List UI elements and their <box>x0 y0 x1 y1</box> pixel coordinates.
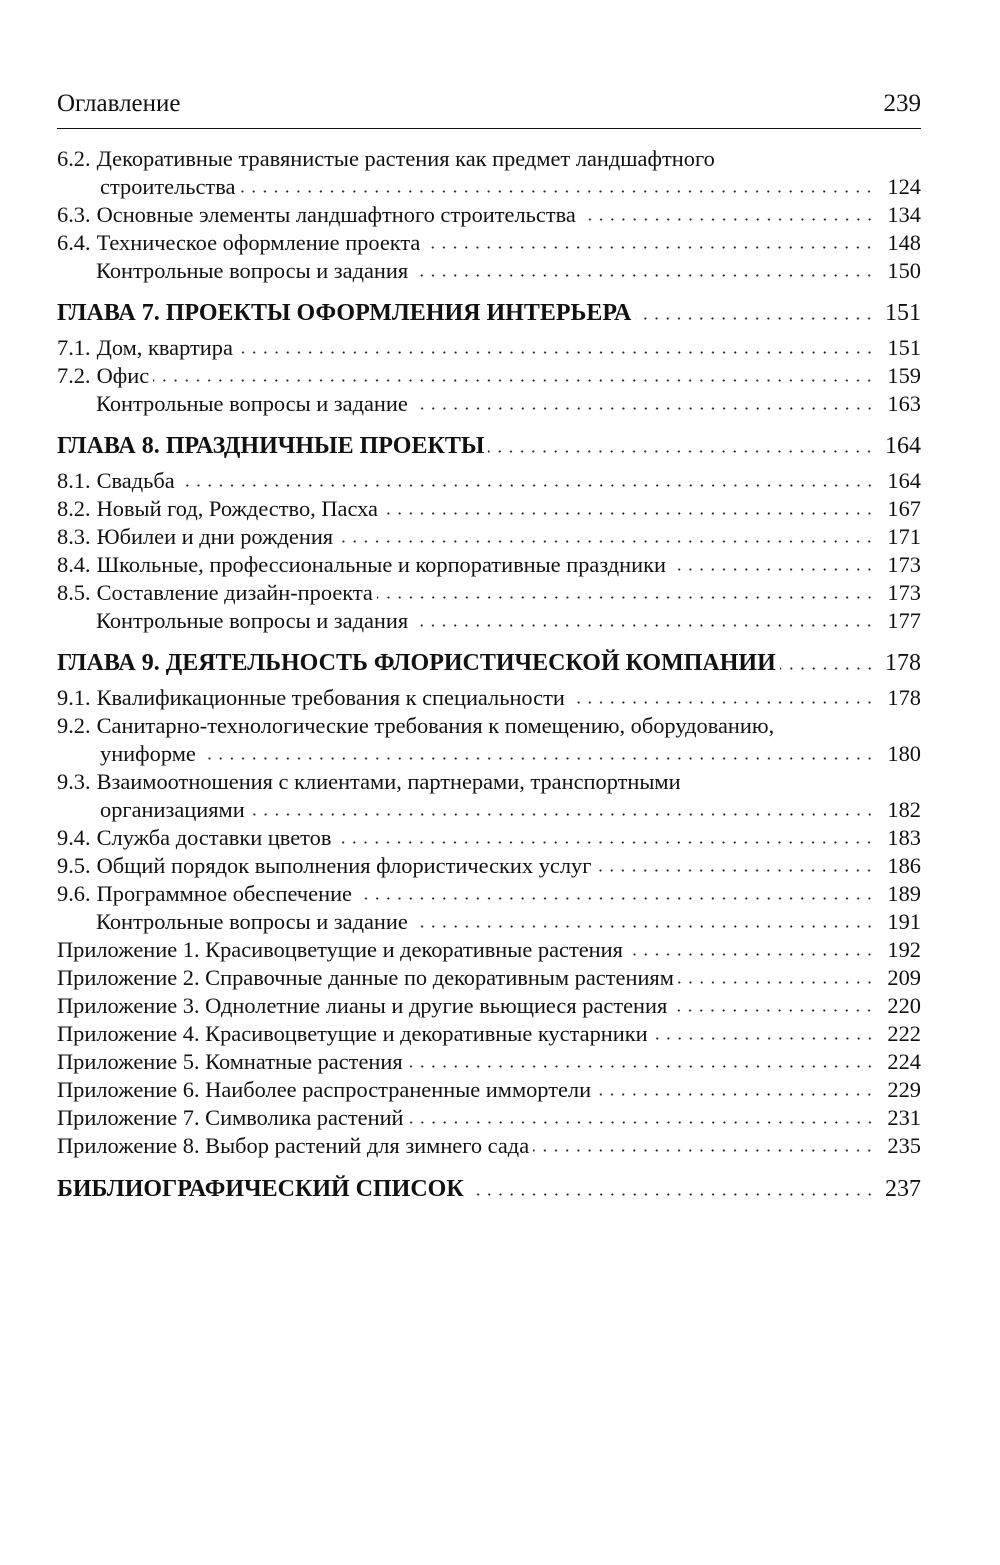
page-ref: 150 <box>887 258 921 283</box>
section-title: Санитарно-технологические требования к помещению, оборудованию, <box>96 713 775 738</box>
toc-entry[interactable] <box>57 523 921 551</box>
appendix-title: Приложение 1. Красивоцветущие и декоративные растения <box>57 937 623 962</box>
leader-dots <box>780 666 875 671</box>
section-title: Техническое оформление проекта <box>96 230 421 255</box>
toc-entry[interactable] <box>57 579 921 607</box>
section-title: Юбилеи и дни рождения <box>96 524 334 549</box>
toc-entry[interactable] <box>57 551 921 579</box>
appendix-entry[interactable] <box>57 1132 921 1160</box>
chapter-title: ГЛАВА 9. ДЕЯТЕЛЬНОСТЬ ФЛОРИСТИЧЕСКОЙ КОМПАНИИ <box>57 650 776 676</box>
leader-dots <box>412 273 875 278</box>
leader-dots <box>153 378 875 383</box>
page-ref: 237 <box>885 1176 921 1202</box>
leader-dots <box>412 924 875 929</box>
leader-dots <box>382 511 875 516</box>
section-title: Новый год, Рождество, Пасха <box>96 496 378 521</box>
table-of-contents <box>57 145 921 1210</box>
leader-dots <box>468 1192 875 1197</box>
leader-dots <box>408 1120 875 1125</box>
section-number: 8.1. <box>57 468 91 493</box>
appendix-title: Приложение 6. Наиболее распространенные иммортели <box>57 1077 592 1102</box>
toc-entry[interactable] <box>57 712 921 768</box>
page-ref: 173 <box>887 552 921 577</box>
section-number: 8.3. <box>57 524 91 549</box>
toc-entry[interactable] <box>57 362 921 390</box>
page-ref: 151 <box>887 335 921 360</box>
toc-entry[interactable] <box>57 334 921 362</box>
page-ref: 178 <box>885 650 921 676</box>
leader-dots <box>488 449 875 454</box>
section-title: Офис <box>96 363 150 388</box>
page-ref: 192 <box>887 937 921 962</box>
appendix-title: Приложение 8. Выбор растений для зимнего сада <box>57 1133 530 1158</box>
page-ref: 178 <box>887 685 921 710</box>
page-ref: 229 <box>887 1077 921 1102</box>
appendix-entry[interactable] <box>57 964 921 992</box>
toc-entry[interactable] <box>57 229 921 257</box>
section-title-cont: организациями <box>100 797 245 822</box>
page-ref: 124 <box>887 174 921 199</box>
section-number: 9.2. <box>57 713 91 738</box>
appendix-title: Приложение 3. Однолетние лианы и другие вьющиеся растения <box>57 993 668 1018</box>
section-number: 9.6. <box>57 881 91 906</box>
page-ref: 167 <box>887 496 921 521</box>
page-ref: 182 <box>887 797 921 822</box>
page-ref: 164 <box>885 433 921 459</box>
appendix-entry[interactable] <box>57 1048 921 1076</box>
section-number: 6.4. <box>57 230 91 255</box>
running-title: Оглавление <box>57 90 181 117</box>
page-number: 239 <box>883 90 921 117</box>
page-ref: 180 <box>887 741 921 766</box>
section-title: Общий порядок выполнения флористических услуг <box>96 853 592 878</box>
page-ref: 224 <box>887 1049 921 1074</box>
leader-dots <box>580 217 875 222</box>
bibliography-heading[interactable] <box>57 1174 921 1204</box>
section-title: Школьные, профессиональные и корпоративные праздники <box>96 552 666 577</box>
leader-dots <box>249 812 875 817</box>
page-ref: 186 <box>887 853 921 878</box>
leader-dots <box>424 245 875 250</box>
section-title: Квалификационные требования к специальности <box>96 685 565 710</box>
leader-dots <box>335 840 875 845</box>
page-ref: 148 <box>887 230 921 255</box>
leader-dots <box>533 1148 875 1153</box>
leader-dots <box>569 700 875 705</box>
leader-dots <box>239 189 875 194</box>
page-ref: 134 <box>887 202 921 227</box>
page-ref: 163 <box>887 391 921 416</box>
appendix-entry[interactable] <box>57 1020 921 1048</box>
toc-entry[interactable] <box>57 908 921 936</box>
section-title: Контрольные вопросы и задание <box>96 391 408 416</box>
section-title: Программное обеспечение <box>96 881 352 906</box>
section-title-cont: униформе <box>100 741 196 766</box>
leader-dots <box>627 952 875 957</box>
toc-entry[interactable] <box>57 145 921 201</box>
page-ref: 220 <box>887 993 921 1018</box>
page-ref: 231 <box>887 1105 921 1130</box>
leader-dots <box>237 350 875 355</box>
section-number: 7.1. <box>57 335 91 360</box>
leader-dots <box>412 623 875 628</box>
page-ref: 189 <box>887 881 921 906</box>
section-number: 9.3. <box>57 769 91 794</box>
leader-dots <box>595 1092 875 1097</box>
leader-dots <box>377 595 875 600</box>
section-number: 7.2. <box>57 363 91 388</box>
section-number: 8.4. <box>57 552 91 577</box>
toc-entry[interactable] <box>57 201 921 229</box>
section-title: Составление дизайн-проекта <box>96 580 373 605</box>
chapter-heading[interactable] <box>57 298 921 328</box>
toc-entry[interactable] <box>57 768 921 824</box>
section-number: 8.5. <box>57 580 91 605</box>
appendix-entry[interactable] <box>57 1104 921 1132</box>
leader-dots <box>635 316 875 321</box>
page-ref: 209 <box>887 965 921 990</box>
chapter-heading[interactable] <box>57 431 921 461</box>
page-ref: 177 <box>887 608 921 633</box>
toc-entry[interactable] <box>57 467 921 495</box>
appendix-title: Приложение 7. Символика растений <box>57 1105 404 1130</box>
appendix-entry[interactable] <box>57 992 921 1020</box>
section-title: Контрольные вопросы и задание <box>96 909 408 934</box>
leader-dots <box>179 483 875 488</box>
appendix-title: Приложение 4. Красивоцветущие и декоративные кустарники <box>57 1021 648 1046</box>
page-ref: 191 <box>887 909 921 934</box>
leader-dots <box>652 1036 875 1041</box>
toc-entry[interactable] <box>57 390 921 418</box>
appendix-title: Приложение 5. Комнатные растения <box>57 1049 403 1074</box>
chapter-title: ГЛАВА 7. ПРОЕКТЫ ОФОРМЛЕНИЯ ИНТЕРЬЕРА <box>57 300 632 326</box>
section-number: 6.3. <box>57 202 91 227</box>
leader-dots <box>595 868 875 873</box>
chapter-title: ГЛАВА 8. ПРАЗДНИЧНЫЕ ПРОЕКТЫ <box>57 433 485 459</box>
section-number: 9.4. <box>57 825 91 850</box>
page-ref: 235 <box>887 1133 921 1158</box>
toc-entry[interactable] <box>57 495 921 523</box>
leader-dots <box>356 896 875 901</box>
section-title: Основные элементы ландшафтного строительства <box>96 202 576 227</box>
page-ref: 151 <box>885 300 921 326</box>
leader-dots <box>407 1064 875 1069</box>
toc-entry[interactable] <box>57 607 921 635</box>
section-title-cont: строительства <box>100 174 236 199</box>
page-ref: 164 <box>887 468 921 493</box>
leader-dots <box>671 1008 875 1013</box>
bibliography-title: БИБЛИОГРАФИЧЕСКИЙ СПИСОК <box>57 1176 464 1202</box>
leader-dots <box>678 980 875 985</box>
section-number: 8.2. <box>57 496 91 521</box>
section-number: 6.2. <box>57 146 91 171</box>
toc-entry[interactable] <box>57 852 921 880</box>
section-title: Служба доставки цветов <box>96 825 332 850</box>
chapter-heading[interactable] <box>57 648 921 678</box>
toc-entry[interactable] <box>57 824 921 852</box>
appendix-entry[interactable] <box>57 936 921 964</box>
leader-dots <box>412 406 875 411</box>
appendix-title: Приложение 2. Справочные данные по декоративным растениям <box>57 965 674 990</box>
section-title: Дом, квартира <box>96 335 233 360</box>
section-title: Взаимоотношения с клиентами, партнерами, транспортными <box>96 769 681 794</box>
page-ref: 159 <box>887 363 921 388</box>
toc-entry[interactable] <box>57 880 921 908</box>
leader-dots <box>200 756 875 761</box>
page-ref: 171 <box>887 524 921 549</box>
appendix-entry[interactable] <box>57 1076 921 1104</box>
toc-entry[interactable] <box>57 257 921 285</box>
section-title: Контрольные вопросы и задания <box>96 258 409 283</box>
section-number: 9.5. <box>57 853 91 878</box>
page-header <box>57 90 921 129</box>
page-ref: 183 <box>887 825 921 850</box>
leader-dots <box>670 567 875 572</box>
leader-dots <box>337 539 875 544</box>
page-ref: 173 <box>887 580 921 605</box>
page-ref: 222 <box>887 1021 921 1046</box>
section-title: Свадьба <box>96 468 175 493</box>
toc-entry[interactable] <box>57 684 921 712</box>
section-number: 9.1. <box>57 685 91 710</box>
section-title: Декоративные травянистые растения как предмет ландшафтного <box>96 146 715 171</box>
section-title: Контрольные вопросы и задания <box>96 608 409 633</box>
